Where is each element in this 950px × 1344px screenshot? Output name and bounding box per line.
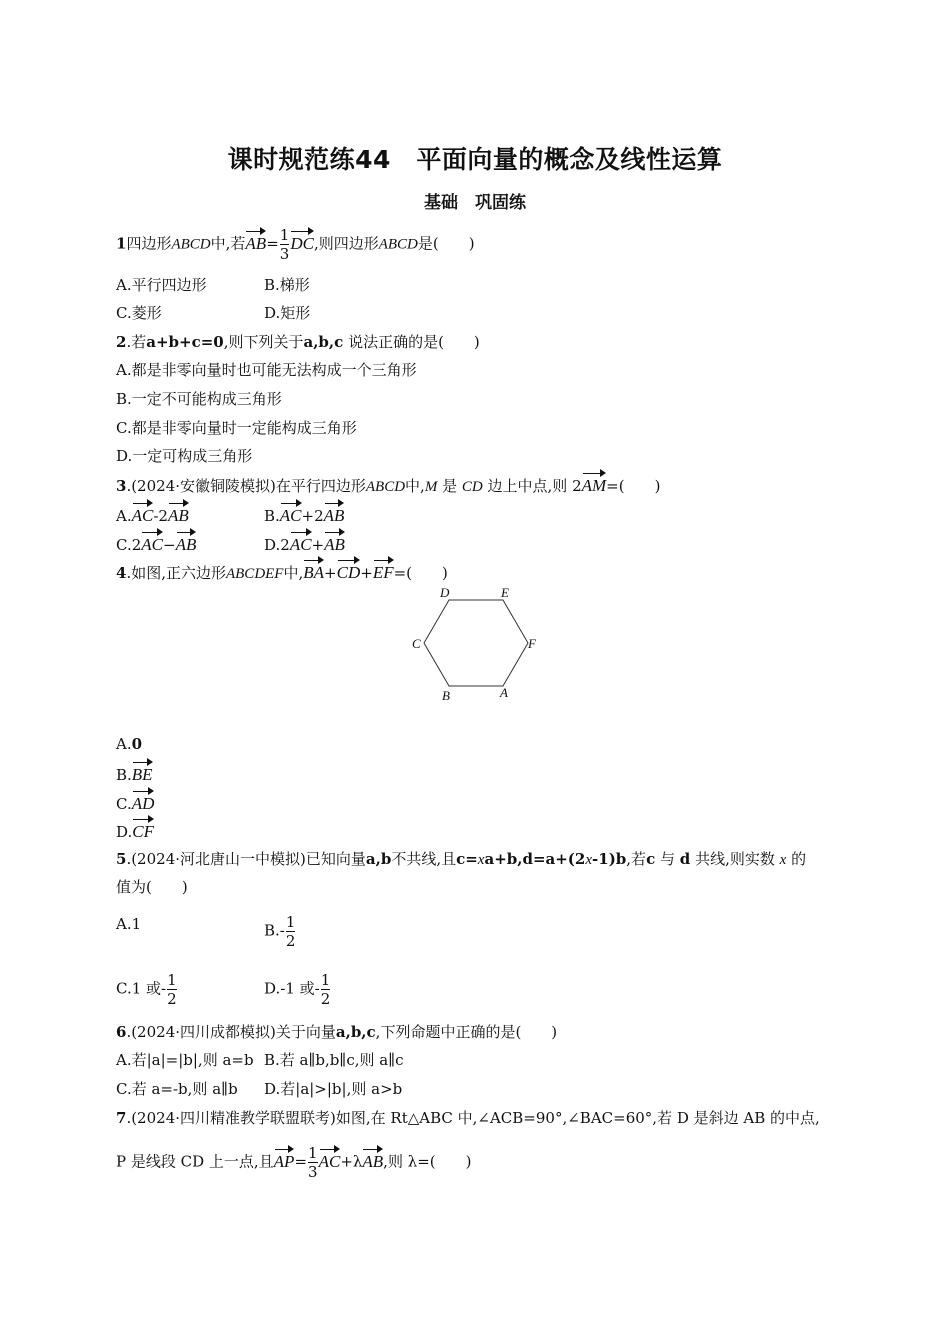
question-7-line-2: P 是线段 CD 上一点,且AP= $\frac{1}{3}$ AC+λAB,则 λ=( ): [116, 1144, 472, 1181]
q6-option-b: B.若 a∥b,b∥c,则 a∥c: [264, 1051, 404, 1069]
question-5: 5.(2024·河北唐山一中模拟)已知向量a,b不共线,且c=xa+b,d=a+(2x-1)b,若c 与 d 共线,则实数 x 的: [116, 850, 807, 868]
section-subtitle: 基础 巩固练: [424, 193, 526, 213]
q5-line-2: 值为( ): [116, 878, 188, 896]
label-f: F: [528, 636, 536, 651]
q4-option-b: B.BE: [116, 761, 153, 786]
q3-option-c: C.2AC−AB: [116, 531, 196, 556]
page-title: 课时规范练44 平面向量的概念及线性运算: [227, 145, 723, 174]
q3-option-d: D.2AC+AB: [264, 531, 345, 556]
q6-option-a: A.若|a|=|b|,则 a=b: [116, 1051, 254, 1069]
label-d: D: [440, 585, 450, 600]
q4-option-c: C.AD: [116, 790, 154, 815]
q3-option-a: A.AC-2AB: [116, 502, 189, 527]
q1-option-c: C.菱形: [116, 304, 162, 322]
q4-option-a: A.0: [116, 735, 143, 753]
q5-option-c: C.1 或- $\frac{1}{2}$: [116, 971, 177, 1008]
question-4: 4.如图,正六边形ABCDEF中,BA+CD+EF=( ): [116, 559, 448, 585]
q1-option-b: B.梯形: [264, 276, 310, 294]
vector-am: AM: [582, 472, 607, 497]
q1-option-a: A.平行四边形: [116, 276, 207, 294]
q1-option-d: D.矩形: [264, 304, 311, 322]
q2-option-b: B.一定不可能构成三角形: [116, 390, 282, 408]
label-b: B: [442, 688, 450, 703]
q2-option-d: D.一定可构成三角形: [116, 447, 253, 465]
question-1: 1四边形ABCD中,若AB= $\frac{1}{3}$ DC,则四边形ABCD是( ): [116, 226, 475, 263]
question-2: 2.若a+b+c=0,则下列关于a,b,c 说法正确的是( ): [116, 333, 480, 351]
label-a: A: [500, 685, 508, 700]
question-7: 7.(2024·四川精准教学联盟联考)如图,在 Rt△ABC 中,∠ACB=90°,∠BAC=60°,若 D 是斜边 AB 的中点,: [116, 1109, 820, 1127]
q2-option-c: C.都是非零向量时一定能构成三角形: [116, 419, 357, 437]
q4-option-d: D.CF: [116, 818, 154, 843]
q3-option-b: B.AC+2AB: [264, 502, 344, 527]
label-c: C: [412, 636, 421, 651]
q5-option-d: D.-1 或- $\frac{1}{2}$: [264, 971, 331, 1008]
vector-dc: DC: [290, 230, 314, 255]
hexagon-figure: [400, 580, 550, 705]
q6-option-d: D.若|a|>|b|,则 a>b: [264, 1080, 403, 1098]
q5-option-a: A.1: [116, 915, 142, 933]
fraction: $\frac{1}{3}$: [279, 226, 290, 263]
label-e: E: [501, 585, 509, 600]
question-3: 3.(2024·安徽铜陵模拟)在平行四边形ABCD中,M 是 CD 边上中点,则 2AM=( ): [116, 472, 660, 498]
vector-ab: AB: [245, 230, 266, 255]
question-6: 6.(2024·四川成都模拟)关于向量a,b,c,下列命题中正确的是( ): [116, 1023, 558, 1041]
q2-option-a: A.都是非零向量时也可能无法构成一个三角形: [116, 361, 417, 379]
q6-option-c: C.若 a=-b,则 a∥b: [116, 1080, 238, 1098]
q5-option-b: B.- $\frac{1}{2}$: [264, 913, 296, 950]
